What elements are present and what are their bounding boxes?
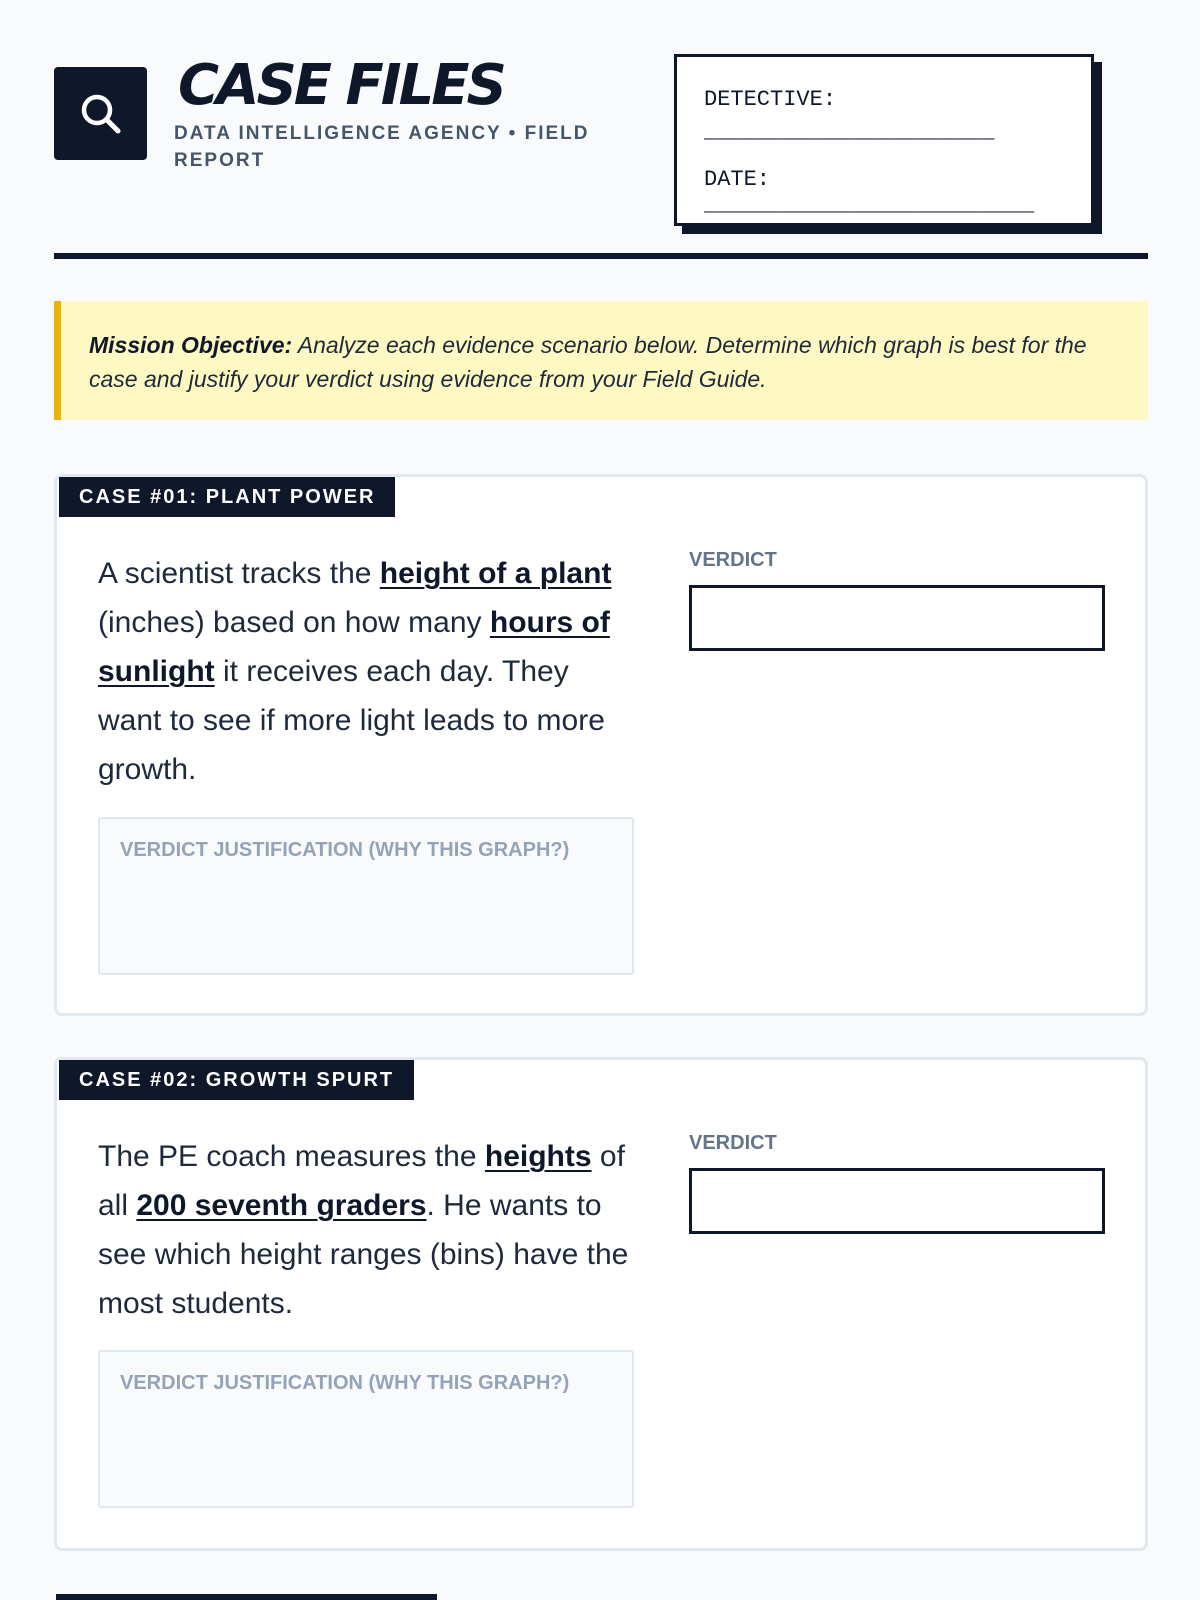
detective-field[interactable] xyxy=(704,87,836,112)
mission-objective-callout xyxy=(54,301,1148,420)
justification-box-1[interactable] xyxy=(98,817,634,975)
report-header xyxy=(54,54,1148,258)
date-blank-line: _________________________ xyxy=(704,192,1035,217)
case-tab-2: CASE #02: GROWTH SPURT xyxy=(59,1060,414,1100)
scenario-text: it receives each day. They want to see if more light leads to more growth. xyxy=(98,655,605,786)
verdict-input-2[interactable] xyxy=(689,1168,1105,1234)
justification-box-2[interactable] xyxy=(98,1350,634,1508)
case-scenario-1 xyxy=(98,549,638,794)
scenario-text: A scientist tracks the xyxy=(98,557,380,590)
detective-id-card xyxy=(674,54,1094,226)
scenario-text: . He wants to see which height ranges (bins) have the most students. xyxy=(98,1189,629,1320)
case-card-2 xyxy=(54,1057,1148,1551)
header-divider xyxy=(54,253,1148,259)
key-variable: heights xyxy=(484,1140,592,1173)
detective-label: DETECTIVE: xyxy=(704,87,837,112)
justification-placeholder: VERDICT JUSTIFICATION (WHY THIS GRAPH?) xyxy=(120,839,570,861)
page-subtitle: DATA INTELLIGENCE AGENCY • FIELD REPORT xyxy=(174,123,590,171)
verdict-label-1: VERDICT xyxy=(689,549,777,571)
case-tab-3-partial xyxy=(56,1594,437,1600)
mission-label: Mission Objective: xyxy=(89,332,293,358)
key-variable: 200 seventh graders xyxy=(136,1189,427,1222)
case-scenario-2 xyxy=(98,1132,643,1328)
key-variable: height of a plant xyxy=(379,557,612,590)
key-variable: hours of sunlight xyxy=(98,606,610,688)
scenario-text: of all xyxy=(98,1140,625,1222)
verdict-label-2: VERDICT xyxy=(689,1132,777,1154)
date-label: DATE: xyxy=(704,167,771,192)
mission-text: Analyze each evidence scenario below. Determine which graph is best for the case and justify your verdict using evidence from your Field Guide. xyxy=(89,332,1087,392)
page-title: CASE FILES xyxy=(178,53,504,118)
justification-placeholder: VERDICT JUSTIFICATION (WHY THIS GRAPH?) xyxy=(120,1372,570,1394)
scenario-text: The PE coach measures the xyxy=(98,1140,485,1173)
case-card-1 xyxy=(54,474,1148,1016)
date-field[interactable] xyxy=(704,167,1091,217)
agency-logo xyxy=(54,67,147,160)
scenario-text: (inches) based on how many xyxy=(98,606,490,639)
magnifying-glass-icon xyxy=(77,90,125,138)
case-tab-1: CASE #01: PLANT POWER xyxy=(59,477,395,517)
verdict-input-1[interactable] xyxy=(689,585,1105,651)
detective-blank-line: ______________________ xyxy=(704,119,995,144)
